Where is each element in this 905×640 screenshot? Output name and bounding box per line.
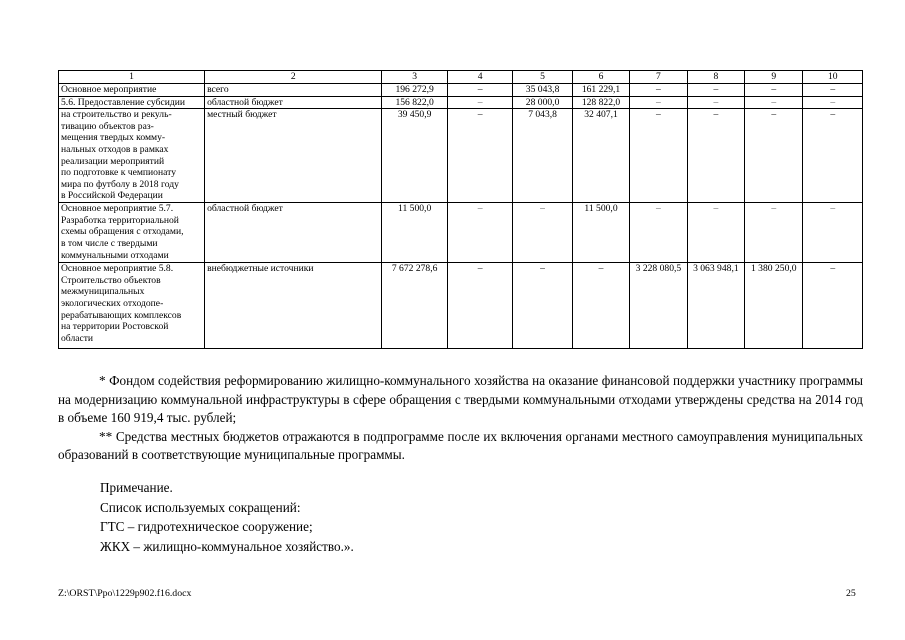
cell: – [447, 109, 512, 203]
table-row [59, 203, 863, 263]
column-header: 6 [572, 71, 629, 84]
cell: – [745, 203, 803, 263]
file-path: Z:\ORST\Ppo\1229p902.f16.docx [58, 588, 192, 599]
measure-name: Основное мероприятие 5.8. Строительство объектов межмуниципальных экологических отходопе- рерабатывающих комплексов на территории Ростовской области [59, 263, 205, 349]
funding-source: областной бюджет [205, 203, 382, 263]
remarks-title: Примечание. [100, 480, 173, 495]
measure-name: Основное мероприятие [59, 84, 205, 97]
cell: 35 043,8 [513, 84, 572, 97]
total-cell: 156 822,0 [382, 96, 447, 109]
cell: – [803, 84, 863, 97]
column-header: 1 [59, 71, 205, 84]
cell: 161 229,1 [572, 84, 629, 97]
column-header: 2 [205, 71, 382, 84]
cell: 11 500,0 [572, 203, 629, 263]
footnote-1: * Фондом содействия реформированию жилищно-коммунального хозяйства на оказание финансовой поддержки участнику программы на модернизацию коммунальной инфраструктуры в сфере обращения с твердыми коммунальными отходами утверждены средства на 2014 год в объеме 160 919,4 тыс. рублей; [58, 373, 863, 426]
cell: – [803, 263, 863, 349]
table-row [59, 109, 863, 203]
cell: 3 228 080,5 [630, 263, 687, 349]
cell: – [687, 84, 744, 97]
cell: – [745, 109, 803, 203]
cell: 128 822,0 [572, 96, 629, 109]
table-row [59, 96, 863, 109]
cell: – [803, 203, 863, 263]
column-header: 7 [630, 71, 687, 84]
abbreviations-title: Список используемых сокращений: [100, 499, 301, 515]
funding-source: областной бюджет [205, 96, 382, 109]
column-header: 3 [382, 71, 447, 84]
cell: – [630, 96, 687, 109]
cell: – [745, 84, 803, 97]
total-cell: 196 272,9 [382, 84, 447, 97]
cell: 32 407,1 [572, 109, 629, 203]
cell: – [687, 96, 744, 109]
abbreviation-item: ЖКХ – жилищно-коммунальное хозяйство.». [100, 538, 354, 554]
column-header: 4 [447, 71, 512, 84]
cell: – [630, 203, 687, 263]
funding-source: всего [205, 84, 382, 97]
table-row [59, 263, 863, 349]
cell: 1 380 250,0 [745, 263, 803, 349]
page-number: 25 [846, 588, 856, 599]
measure-name: Основное мероприятие 5.7. Разработка территориальной схемы обращения с отходами, в том числе с твердыми коммунальными отходами [59, 203, 205, 263]
total-cell: 39 450,9 [382, 109, 447, 203]
cell: – [687, 109, 744, 203]
funding-source: местный бюджет [205, 109, 382, 203]
table-row [59, 84, 863, 97]
cell: – [803, 109, 863, 203]
cell: – [630, 84, 687, 97]
measure-name: 5.6. Предоставление субсидии [59, 96, 205, 109]
total-cell: 11 500,0 [382, 203, 447, 263]
cell: – [572, 263, 629, 349]
cell: – [447, 84, 512, 97]
cell: – [513, 263, 572, 349]
remarks-block [100, 478, 354, 556]
column-header: 5 [513, 71, 572, 84]
funding-source: внебюджетные источники [205, 263, 382, 349]
abbreviation-item: ГТС – гидротехническое сооружение; [100, 519, 313, 535]
measure-name: на строительство и рекуль- тивацию объектов раз- мещения твердых комму- нальных отходов в рамках реализации мероприятий по подготовке к чемпионату мира по футболу в 2018 году в Российской Федерации [59, 109, 205, 203]
table-header-row [59, 71, 863, 84]
column-header: 10 [803, 71, 863, 84]
cell: – [687, 203, 744, 263]
cell: – [630, 109, 687, 203]
cell: – [745, 96, 803, 109]
cell: 3 063 948,1 [687, 263, 744, 349]
cell: – [447, 96, 512, 109]
cell: – [447, 263, 512, 349]
column-header: 8 [687, 71, 744, 84]
cell: – [447, 203, 512, 263]
cell: 28 000,0 [513, 96, 572, 109]
cell: – [513, 203, 572, 263]
footnote-2: ** Средства местных бюджетов отражаются в подпрограмме после их включения органами местного самоуправления муниципальных образований в соответствующие муниципальные программы. [58, 428, 863, 463]
cell: – [803, 96, 863, 109]
column-header: 9 [745, 71, 803, 84]
cell: 7 043,8 [513, 109, 572, 203]
footnotes [58, 372, 863, 465]
budget-table [58, 70, 863, 349]
total-cell: 7 672 278,6 [382, 263, 447, 349]
